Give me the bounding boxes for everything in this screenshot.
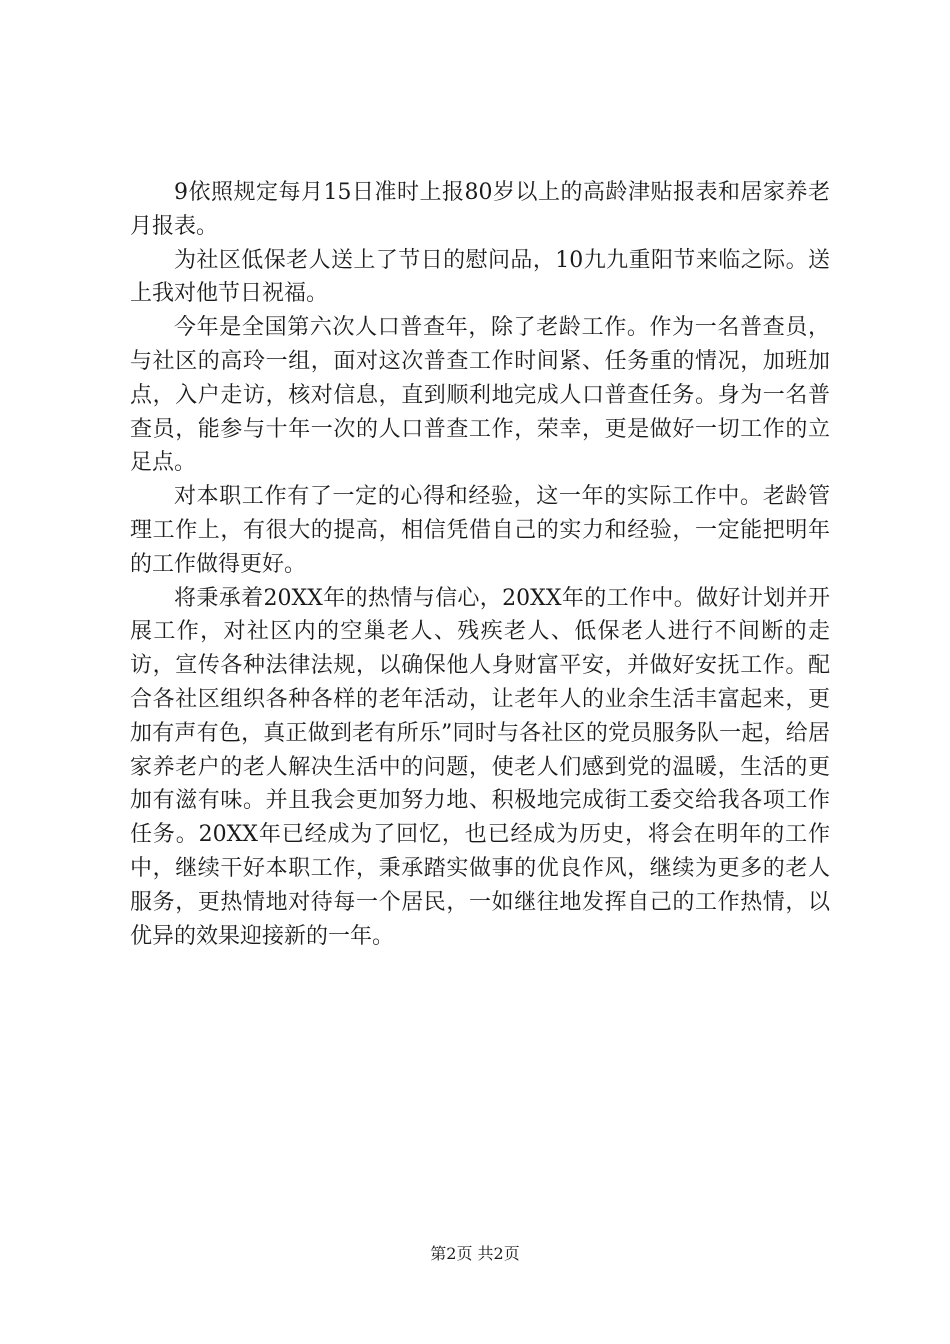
paragraph-3: 今年是全国第六次人口普查年，除了老龄工作。作为一名普查员，与社区的高玲一组，面对这次普查工作时间紧、任务重的情况，加班加点，入户走访，核对信息，直到顺利地完成人口普查任务。身为一名普查员，能参与十年一次的人口普查工作，荣幸，更是做好一切工作的立足点。 — [130, 315, 830, 476]
page-number: 第2页 共2页 — [430, 1244, 520, 1263]
paragraph-2: 为社区低保老人送上了节日的慰问品，10九九重阳节来临之际。送上我对他节日祝福。 — [130, 247, 830, 307]
paragraph-4: 对本职工作有了一定的心得和经验，这一年的实际工作中。老龄管理工作上，有很大的提高，相信凭借自己的实力和经验，一定能把明年的工作做得更好。 — [130, 484, 830, 577]
paragraph-5: 将秉承着20XX年的热情与信心，20XX年的工作中。做好计划并开展工作，对社区内的空巢老人、残疾老人、低保老人进行不间断的走访，宣传各种法律法规，以确保他人身财富平安，并做好安抚工作。配合各社区组织各种各样的老年活动，让老年人的业余生活丰富起来，更加有声有色，真正做到老有所乐”同时与各社区的党员服务队一起，给居家养老户的老人解决生活中的问题，使老人们感到党的温暖，生活的更加有滋有味。并且我会更加努力地、积极地完成街工委交给我各项工作任务。20XX年已经成为了回忆，也已经成为历史，将会在明年的工作中，继续干好本职工作，秉承踏实做事的优良作风，继续为更多的老人服务，更热情地对待每一个居民，一如继往地发挥自己的工作热情，以优异的效果迎接新的一年。 — [130, 585, 830, 949]
page-footer — [0, 1242, 950, 1266]
paragraph-1: 9依照规定每月15日准时上报80岁以上的高龄津贴报表和居家养老月报表。 — [130, 180, 830, 239]
document-body — [130, 176, 830, 953]
